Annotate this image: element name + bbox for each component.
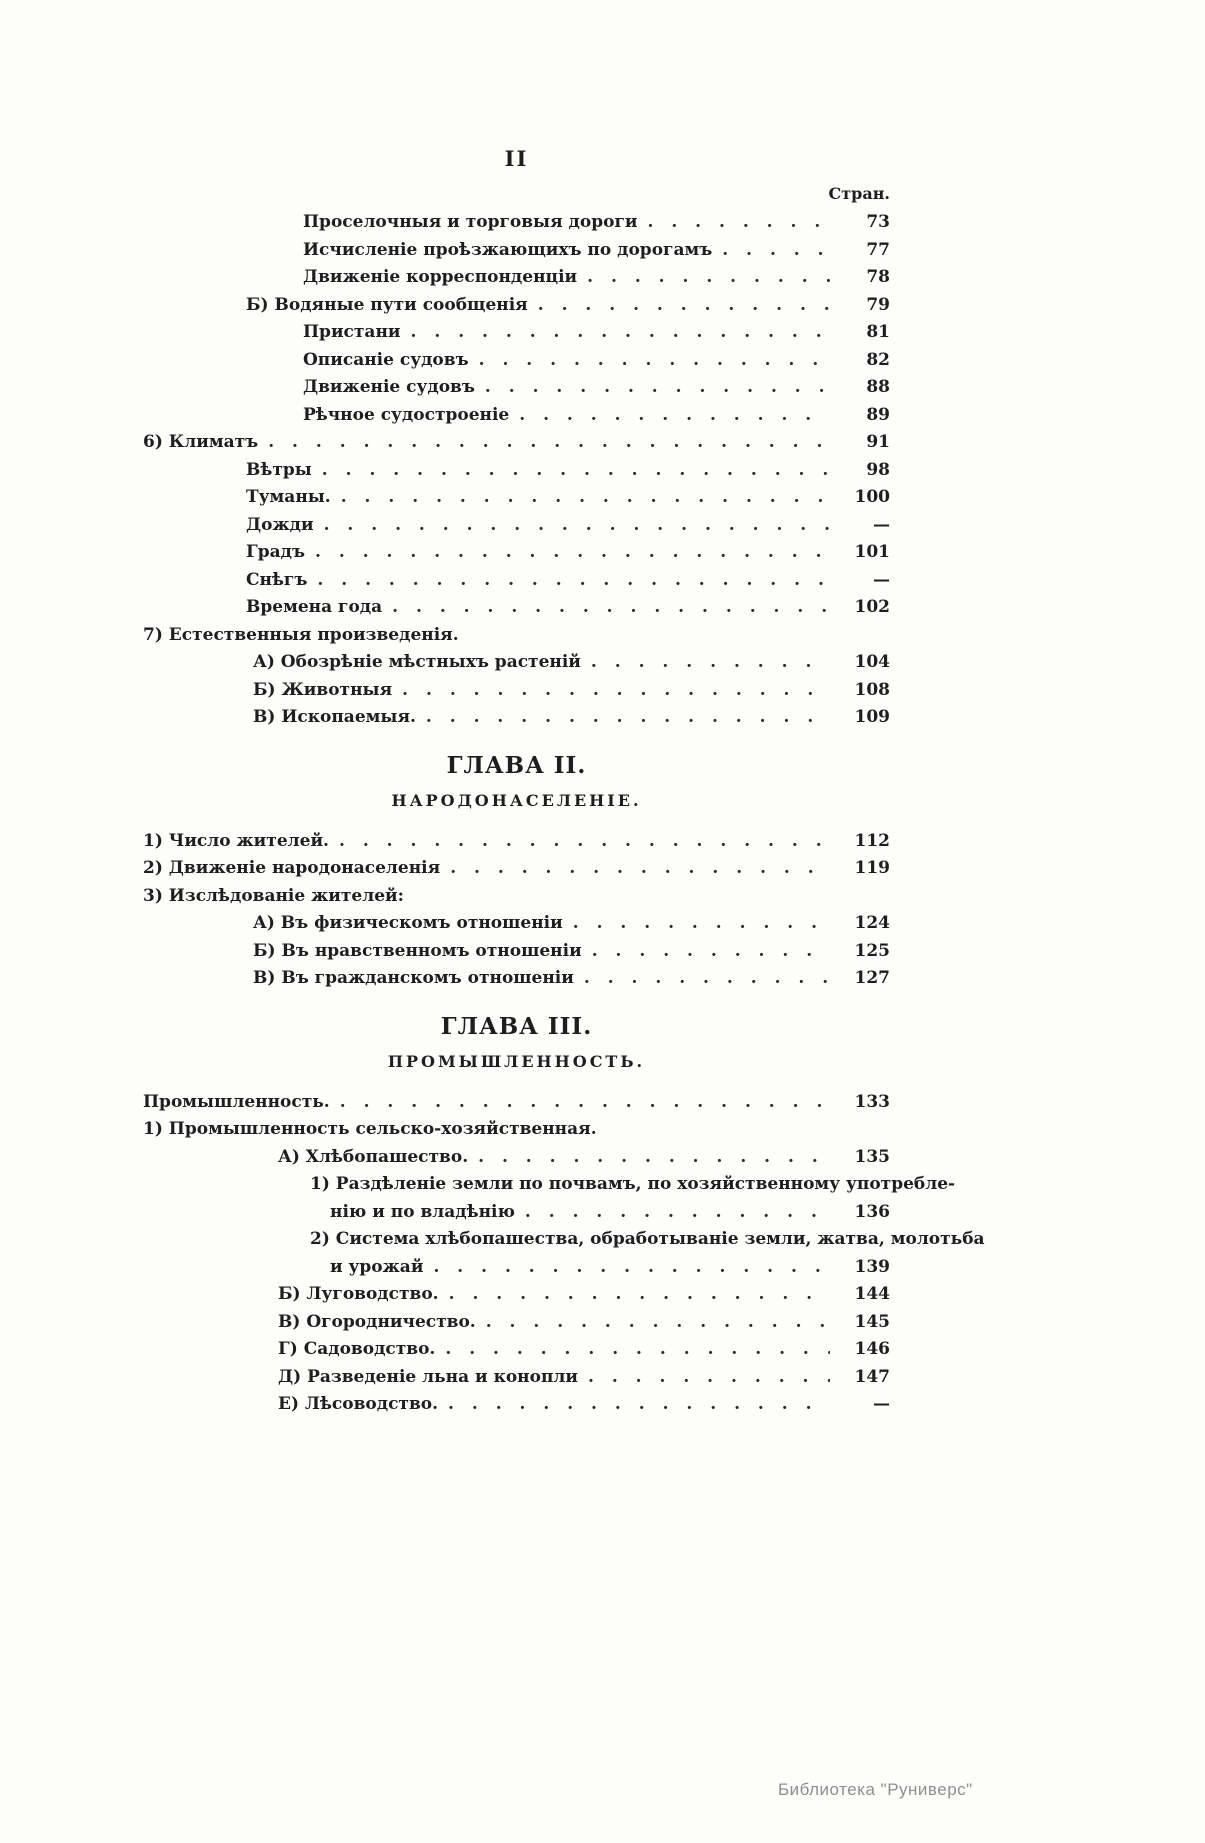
toc-entry-page: 88 bbox=[866, 377, 890, 397]
toc-entry-label: Описаніе судовъ bbox=[303, 349, 469, 370]
dot-leader bbox=[411, 319, 830, 346]
toc-entry-label: Д) Разведеніе льна и конопли bbox=[278, 1366, 578, 1387]
chapter-heading: ГЛАВА III. bbox=[440, 1012, 593, 1040]
toc-entry-page: 127 bbox=[854, 968, 890, 988]
toc-entry-page: 82 bbox=[866, 349, 890, 370]
toc-entry-label: 1) Число жителей. bbox=[143, 830, 329, 851]
dot-leader bbox=[573, 910, 830, 937]
page-column-header: Стран. bbox=[828, 184, 890, 203]
toc-row bbox=[143, 883, 890, 911]
dot-leader bbox=[588, 1364, 830, 1391]
toc-entry-label: 2) Система хлѣбопашества, обработываніе земли, жатва, молотьба bbox=[310, 1229, 985, 1249]
toc-entry-label: Промышленность. bbox=[143, 1091, 330, 1112]
toc-row bbox=[330, 1199, 890, 1227]
toc-row bbox=[278, 1309, 890, 1337]
toc-row bbox=[143, 828, 890, 856]
toc-entry-page: 89 bbox=[866, 404, 890, 425]
toc-row bbox=[143, 855, 890, 883]
toc-entry-page: 77 bbox=[866, 239, 890, 260]
toc-row bbox=[253, 938, 890, 966]
toc-entry-label: Б) Животныя bbox=[253, 679, 393, 700]
toc-row bbox=[143, 1089, 890, 1117]
toc-entry-page: 102 bbox=[854, 597, 890, 617]
toc-entry-label: 1) Раздѣленіе земли по почвамъ, по хозяйственному употребле- bbox=[310, 1174, 956, 1194]
toc-entry-label: 7) Естественныя произведенія. bbox=[143, 624, 459, 645]
dot-leader bbox=[592, 938, 830, 965]
toc-row bbox=[303, 374, 890, 402]
toc-entry-label: Б) Водяные пути сообщенія bbox=[246, 294, 528, 315]
toc-entry-label: Дожди bbox=[246, 514, 314, 535]
toc-row bbox=[278, 1281, 890, 1309]
toc-entry-page: 109 bbox=[854, 707, 890, 727]
toc-entry-page: 135 bbox=[854, 1146, 890, 1167]
toc-row bbox=[278, 1336, 890, 1364]
toc-row bbox=[246, 292, 890, 320]
toc-row bbox=[303, 319, 890, 347]
dot-leader bbox=[486, 1309, 830, 1336]
dot-leader bbox=[647, 209, 830, 236]
toc-row bbox=[303, 237, 890, 265]
toc-row bbox=[246, 484, 890, 512]
toc-entry-page: 144 bbox=[854, 1284, 890, 1304]
toc-row bbox=[310, 1226, 985, 1254]
toc-row bbox=[310, 1171, 956, 1199]
toc-entry-label: Г) Садоводство. bbox=[278, 1339, 436, 1359]
toc-row bbox=[246, 512, 890, 540]
toc-entry-page: 139 bbox=[854, 1256, 890, 1277]
toc-row bbox=[253, 677, 890, 705]
toc-entry-page: 112 bbox=[854, 830, 890, 851]
toc-entry-label: А) Хлѣбопашество. bbox=[278, 1146, 469, 1167]
toc-entry-label: и урожай bbox=[330, 1256, 424, 1277]
toc-entry-page: 145 bbox=[854, 1311, 890, 1332]
dot-leader bbox=[317, 567, 830, 594]
library-watermark: Библиотека "Руниверс" bbox=[778, 1780, 973, 1799]
toc-entry-page: 146 bbox=[854, 1339, 890, 1359]
toc-row bbox=[246, 539, 890, 567]
toc-row bbox=[303, 209, 890, 237]
dot-leader bbox=[322, 457, 830, 484]
toc-row bbox=[303, 347, 890, 375]
dot-leader bbox=[485, 374, 830, 401]
toc-entry-label: нію и по владѣнію bbox=[330, 1201, 515, 1222]
toc-row bbox=[278, 1364, 890, 1392]
toc-entry-page: 79 bbox=[866, 294, 890, 315]
toc-content bbox=[143, 146, 985, 1419]
toc-entry-label: Туманы. bbox=[246, 487, 331, 507]
dot-leader bbox=[538, 292, 830, 319]
dot-leader bbox=[584, 965, 830, 992]
toc-entry-page: 124 bbox=[854, 913, 890, 933]
toc-entry-label: Движеніе судовъ bbox=[303, 377, 475, 397]
toc-entry-page: 101 bbox=[854, 542, 890, 562]
toc-entry-page: 136 bbox=[854, 1201, 890, 1222]
toc-entry-label: Проселочныя и торговыя дороги bbox=[303, 212, 638, 232]
toc-entry-label: Вѣтры bbox=[246, 459, 312, 480]
toc-entry-label: 2) Движеніе народонаселенія bbox=[143, 858, 441, 878]
toc-row bbox=[330, 1254, 890, 1282]
dot-leader bbox=[426, 704, 830, 731]
toc-row bbox=[253, 649, 890, 677]
dot-leader bbox=[341, 484, 830, 511]
toc-row bbox=[253, 704, 890, 732]
toc-entry-page: 125 bbox=[854, 940, 890, 961]
dot-leader bbox=[519, 402, 830, 429]
toc-row bbox=[246, 567, 890, 595]
toc-entry-page: 91 bbox=[866, 432, 890, 452]
toc-entry-page: — bbox=[873, 514, 890, 535]
dot-leader bbox=[722, 237, 830, 264]
dot-leader bbox=[339, 828, 830, 855]
toc-entry-label: Времена года bbox=[246, 597, 383, 617]
dot-leader bbox=[268, 429, 830, 456]
toc-row bbox=[253, 965, 890, 993]
dot-leader bbox=[392, 594, 830, 621]
toc-entry-label: Пристани bbox=[303, 322, 401, 342]
toc-entry-page: 104 bbox=[854, 652, 890, 672]
toc-entry-label: Исчисленіе проѣзжающихъ по дорогамъ bbox=[303, 239, 713, 260]
toc-entry-label: 3) Изслѣдованіе жителей: bbox=[143, 885, 404, 906]
dot-leader bbox=[445, 1336, 830, 1363]
toc-entry-label: В) Огородничество. bbox=[278, 1311, 476, 1332]
dot-leader bbox=[587, 264, 830, 291]
dot-leader bbox=[340, 1089, 830, 1116]
page-number: II bbox=[504, 146, 529, 171]
toc-entry-page: 78 bbox=[866, 267, 890, 287]
toc-entry-label: Снѣгъ bbox=[246, 569, 308, 590]
toc-entry-page: 100 bbox=[854, 487, 890, 507]
toc-entry-label: А) Въ физическомъ отношеніи bbox=[253, 913, 563, 933]
toc-entry-page: 81 bbox=[866, 322, 890, 342]
toc-row bbox=[303, 264, 890, 292]
toc-row bbox=[253, 910, 890, 938]
dot-leader bbox=[449, 1281, 830, 1308]
toc-entry-page: 119 bbox=[854, 858, 890, 878]
toc-entry-label: Рѣчное судостроеніе bbox=[303, 404, 510, 425]
toc-entry-label: 6) Климатъ bbox=[143, 432, 259, 452]
dot-leader bbox=[324, 512, 830, 539]
chapter-heading: ГЛАВА II. bbox=[446, 751, 587, 779]
toc-entry-label: Движеніе корреспонденціи bbox=[303, 267, 578, 287]
toc-entry-page: 133 bbox=[854, 1091, 890, 1112]
dot-leader bbox=[315, 539, 830, 566]
toc-row bbox=[278, 1144, 890, 1172]
toc-row bbox=[143, 429, 890, 457]
dot-leader bbox=[448, 1391, 830, 1418]
toc-entry-label: Е) Лѣсоводство. bbox=[278, 1394, 439, 1414]
toc-row bbox=[143, 1116, 890, 1144]
dot-leader bbox=[450, 855, 830, 882]
toc-entries bbox=[143, 209, 985, 1419]
toc-entry-page: 147 bbox=[854, 1366, 890, 1387]
toc-row bbox=[246, 457, 890, 485]
toc-entry-label: Градъ bbox=[246, 542, 306, 562]
toc-row bbox=[246, 594, 890, 622]
toc-entry-page: — bbox=[873, 569, 890, 590]
dot-leader bbox=[402, 677, 830, 704]
toc-entry-label: В) Въ гражданскомъ отношеніи bbox=[253, 968, 574, 988]
toc-row bbox=[303, 402, 890, 430]
toc-entry-label: Б) Луговодство. bbox=[278, 1284, 439, 1304]
dot-leader bbox=[433, 1254, 830, 1281]
toc-entry-label: 1) Промышленность сельско-хозяйственная. bbox=[143, 1119, 597, 1139]
dot-leader bbox=[591, 649, 830, 676]
toc-entry-label: Б) Въ нравственномъ отношеніи bbox=[253, 940, 582, 961]
section-heading: ПРОМЫШЛЕННОСТЬ. bbox=[387, 1051, 646, 1071]
section-heading: НАРОДОНАСЕЛЕНІЕ. bbox=[391, 790, 642, 810]
toc-entry-label: В) Ископаемыя. bbox=[253, 707, 416, 727]
dot-leader bbox=[479, 347, 830, 374]
toc-entry-page: 98 bbox=[866, 459, 890, 480]
toc-entry-page: — bbox=[873, 1394, 890, 1414]
toc-entry-page: 73 bbox=[866, 212, 890, 232]
toc-entry-label: А) Обозрѣніе мѣстныхъ растеній bbox=[253, 652, 581, 672]
dot-leader bbox=[478, 1144, 830, 1171]
toc-row bbox=[278, 1391, 890, 1419]
toc-entry-page: 108 bbox=[854, 679, 890, 700]
toc-row bbox=[143, 622, 890, 650]
dot-leader bbox=[525, 1199, 830, 1226]
